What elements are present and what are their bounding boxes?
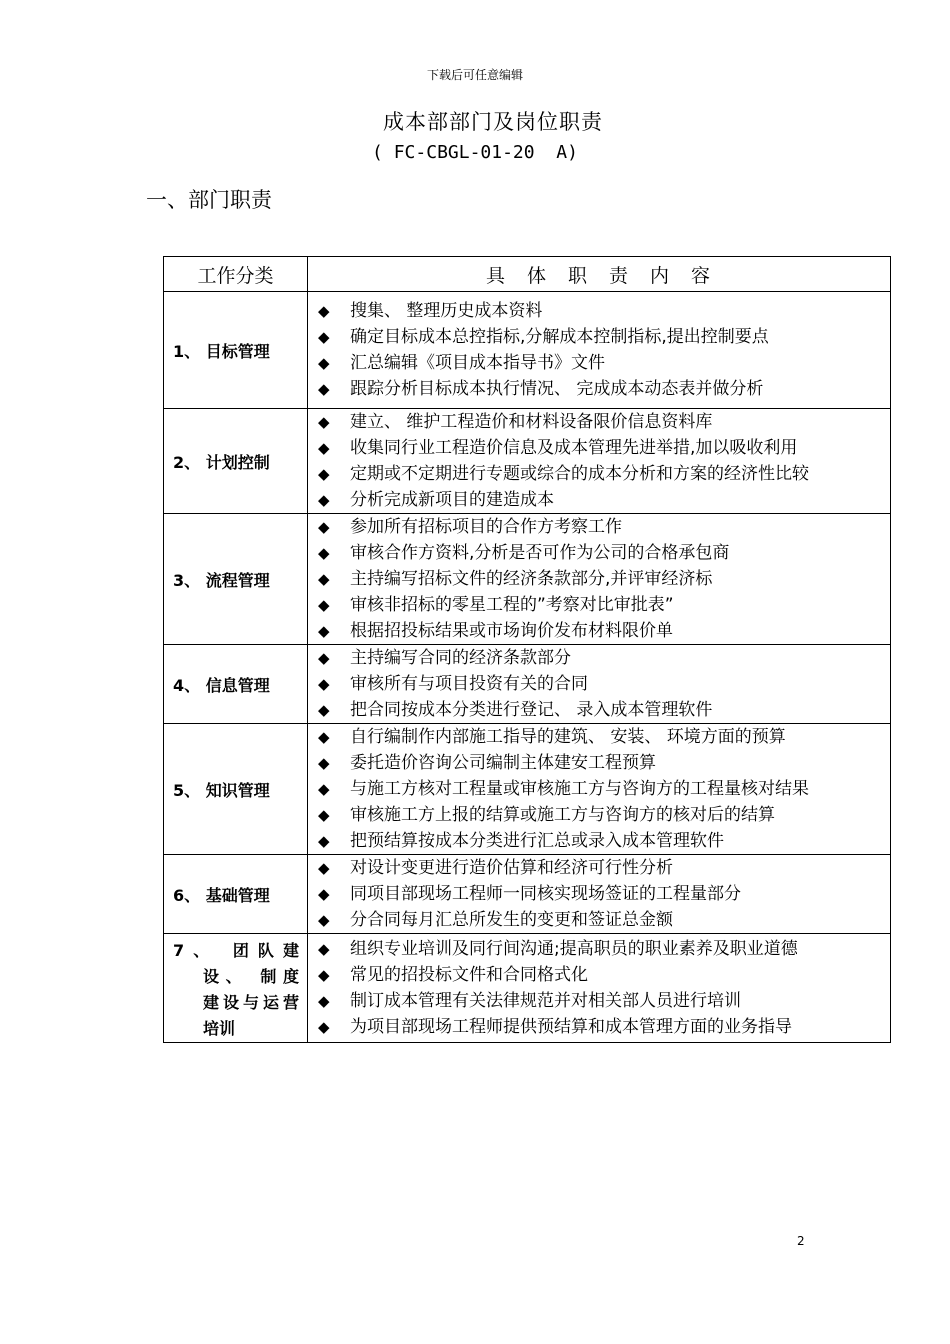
category-line: 培训 [203,1019,236,1038]
column-header-category: 工作分类 [164,257,308,292]
list-item [308,750,890,776]
list-item [308,461,890,487]
row-category: 3、 流程管理 [164,514,308,645]
duty-list [308,724,890,854]
diamond-bullet-icon: ◆ [318,649,330,667]
list-item [308,671,890,697]
item-text: 制订成本管理有关法律规范并对相关部人员进行培训 [350,991,741,1011]
item-text: 审核合作方资料,分析是否可作为公司的合格承包商 [350,543,730,563]
item-text: 汇总编辑《项目成本指导书》文件 [350,353,605,373]
list-item [308,298,890,324]
item-text: 主持编写合同的经济条款部分 [350,648,571,668]
diamond-bullet-icon: ◆ [318,806,330,824]
list-item [308,592,890,618]
diamond-bullet-icon: ◆ [318,465,330,483]
item-text: 参加所有招标项目的合作方考察工作 [350,517,622,537]
item-text: 审核所有与项目投资有关的合同 [350,674,588,694]
item-text: 委托造价咨询公司编制主体建安工程预算 [350,753,656,773]
table-row [164,724,891,855]
diamond-bullet-icon: ◆ [318,859,330,877]
list-item [308,988,890,1014]
list-item [308,487,890,513]
table-row [164,934,891,1043]
list-item [308,907,890,933]
diamond-bullet-icon: ◆ [318,780,330,798]
duty-list [308,645,890,723]
table-header-row [164,257,891,292]
table-row [164,292,891,409]
diamond-bullet-icon: ◆ [318,885,330,903]
list-item [308,540,890,566]
list-item [308,618,890,644]
header-note: 下载后可任意编辑 [426,68,523,82]
diamond-bullet-icon: ◆ [318,302,330,320]
list-item [308,350,890,376]
item-text: 分合同每月汇总所发生的变更和签证总金额 [350,910,673,930]
item-text: 定期或不定期进行专题或综合的成本分析和方案的经济性比较 [350,464,809,484]
diamond-bullet-icon: ◆ [318,940,330,958]
item-text: 主持编写招标文件的经济条款部分,并评审经济标 [350,569,713,589]
document-code: ( FC-CBGL-01-20 A) [372,142,578,163]
list-item [308,962,890,988]
list-item [308,776,890,802]
item-text: 自行编制作内部施工指导的建筑、 安装、 环境方面的预算 [350,727,786,747]
category-line: 建设与运营 [203,993,299,1012]
row-category: 6、 基础管理 [164,855,308,934]
table-row [164,855,891,934]
row-content [308,514,891,645]
list-item [308,376,890,402]
diamond-bullet-icon: ◆ [318,701,330,719]
diamond-bullet-icon: ◆ [318,728,330,746]
diamond-bullet-icon: ◆ [318,832,330,850]
item-text: 分析完成新项目的建造成本 [350,490,554,510]
list-item [308,697,890,723]
diamond-bullet-icon: ◆ [318,966,330,984]
diamond-bullet-icon: ◆ [318,544,330,562]
duty-list [308,936,890,1040]
diamond-bullet-icon: ◆ [318,328,330,346]
item-text: 为项目部现场工程师提供预结算和成本管理方面的业务指导 [350,1017,792,1037]
table-row [164,409,891,514]
item-text: 根据招投标结果或市场询价发布材料限价单 [350,621,673,641]
section-heading: 一、部门职责 [146,188,272,212]
diamond-bullet-icon: ◆ [318,992,330,1010]
row-content [308,645,891,724]
item-text: 搜集、 整理历史成本资料 [350,301,543,321]
list-item [308,855,890,881]
diamond-bullet-icon: ◆ [318,518,330,536]
list-item [308,566,890,592]
diamond-bullet-icon: ◆ [318,439,330,457]
row-category: 4、 信息管理 [164,645,308,724]
list-item [308,409,890,435]
row-content [308,934,891,1043]
item-text: 建立、 维护工程造价和材料设备限价信息资料库 [350,412,713,432]
item-text: 同项目部现场工程师一同核实现场签证的工程量部分 [350,884,741,904]
list-item [308,802,890,828]
list-item [308,514,890,540]
item-text: 审核施工方上报的结算或施工方与咨询方的核对后的结算 [350,805,775,825]
diamond-bullet-icon: ◆ [318,354,330,372]
page-number: 2 [797,1234,805,1248]
table-row [164,645,891,724]
diamond-bullet-icon: ◆ [318,675,330,693]
item-text: 收集同行业工程造价信息及成本管理先进举措,加以吸收利用 [350,438,798,458]
list-item [308,1014,890,1040]
duty-list [308,514,890,644]
list-item [308,936,890,962]
row-category: 5、 知识管理 [164,724,308,855]
diamond-bullet-icon: ◆ [318,596,330,614]
item-text: 组织专业培训及同行间沟通;提高职员的职业素养及职业道德 [350,939,798,959]
category-line: 7、 团队建 [173,941,299,960]
diamond-bullet-icon: ◆ [318,380,330,398]
diamond-bullet-icon: ◆ [318,570,330,588]
item-text: 对设计变更进行造价估算和经济可行性分析 [350,858,673,878]
diamond-bullet-icon: ◆ [318,622,330,640]
table-row [164,514,891,645]
item-text: 把合同按成本分类进行登记、 录入成本管理软件 [350,700,713,720]
list-item [308,435,890,461]
list-item [308,828,890,854]
document-title: 成本部部门及岗位职责 [383,110,603,134]
duty-list [308,298,890,402]
row-content [308,724,891,855]
row-category: 2、 计划控制 [164,409,308,514]
list-item [308,645,890,671]
diamond-bullet-icon: ◆ [318,911,330,929]
row-category [164,934,308,1043]
duty-list [308,855,890,933]
item-text: 跟踪分析目标成本执行情况、 完成成本动态表并做分析 [350,379,764,399]
item-text: 审核非招标的零星工程的”考察对比审批表” [350,595,674,615]
diamond-bullet-icon: ◆ [318,1018,330,1036]
row-content [308,292,891,409]
row-category: 1、 目标管理 [164,292,308,409]
list-item [308,724,890,750]
list-item [308,324,890,350]
item-text: 确定目标成本总控指标,分解成本控制指标,提出控制要点 [350,327,769,347]
column-header-content: 具体职责内容 [308,257,891,292]
diamond-bullet-icon: ◆ [318,413,330,431]
item-text: 常见的招投标文件和合同格式化 [350,965,588,985]
diamond-bullet-icon: ◆ [318,754,330,772]
duty-table [163,256,891,1043]
list-item [308,881,890,907]
diamond-bullet-icon: ◆ [318,491,330,509]
row-content [308,409,891,514]
duty-list [308,409,890,513]
item-text: 与施工方核对工程量或审核施工方与咨询方的工程量核对结果 [350,779,809,799]
row-content [308,855,891,934]
item-text: 把预结算按成本分类进行汇总或录入成本管理软件 [350,831,724,851]
category-line: 设、 制度 [203,967,299,986]
